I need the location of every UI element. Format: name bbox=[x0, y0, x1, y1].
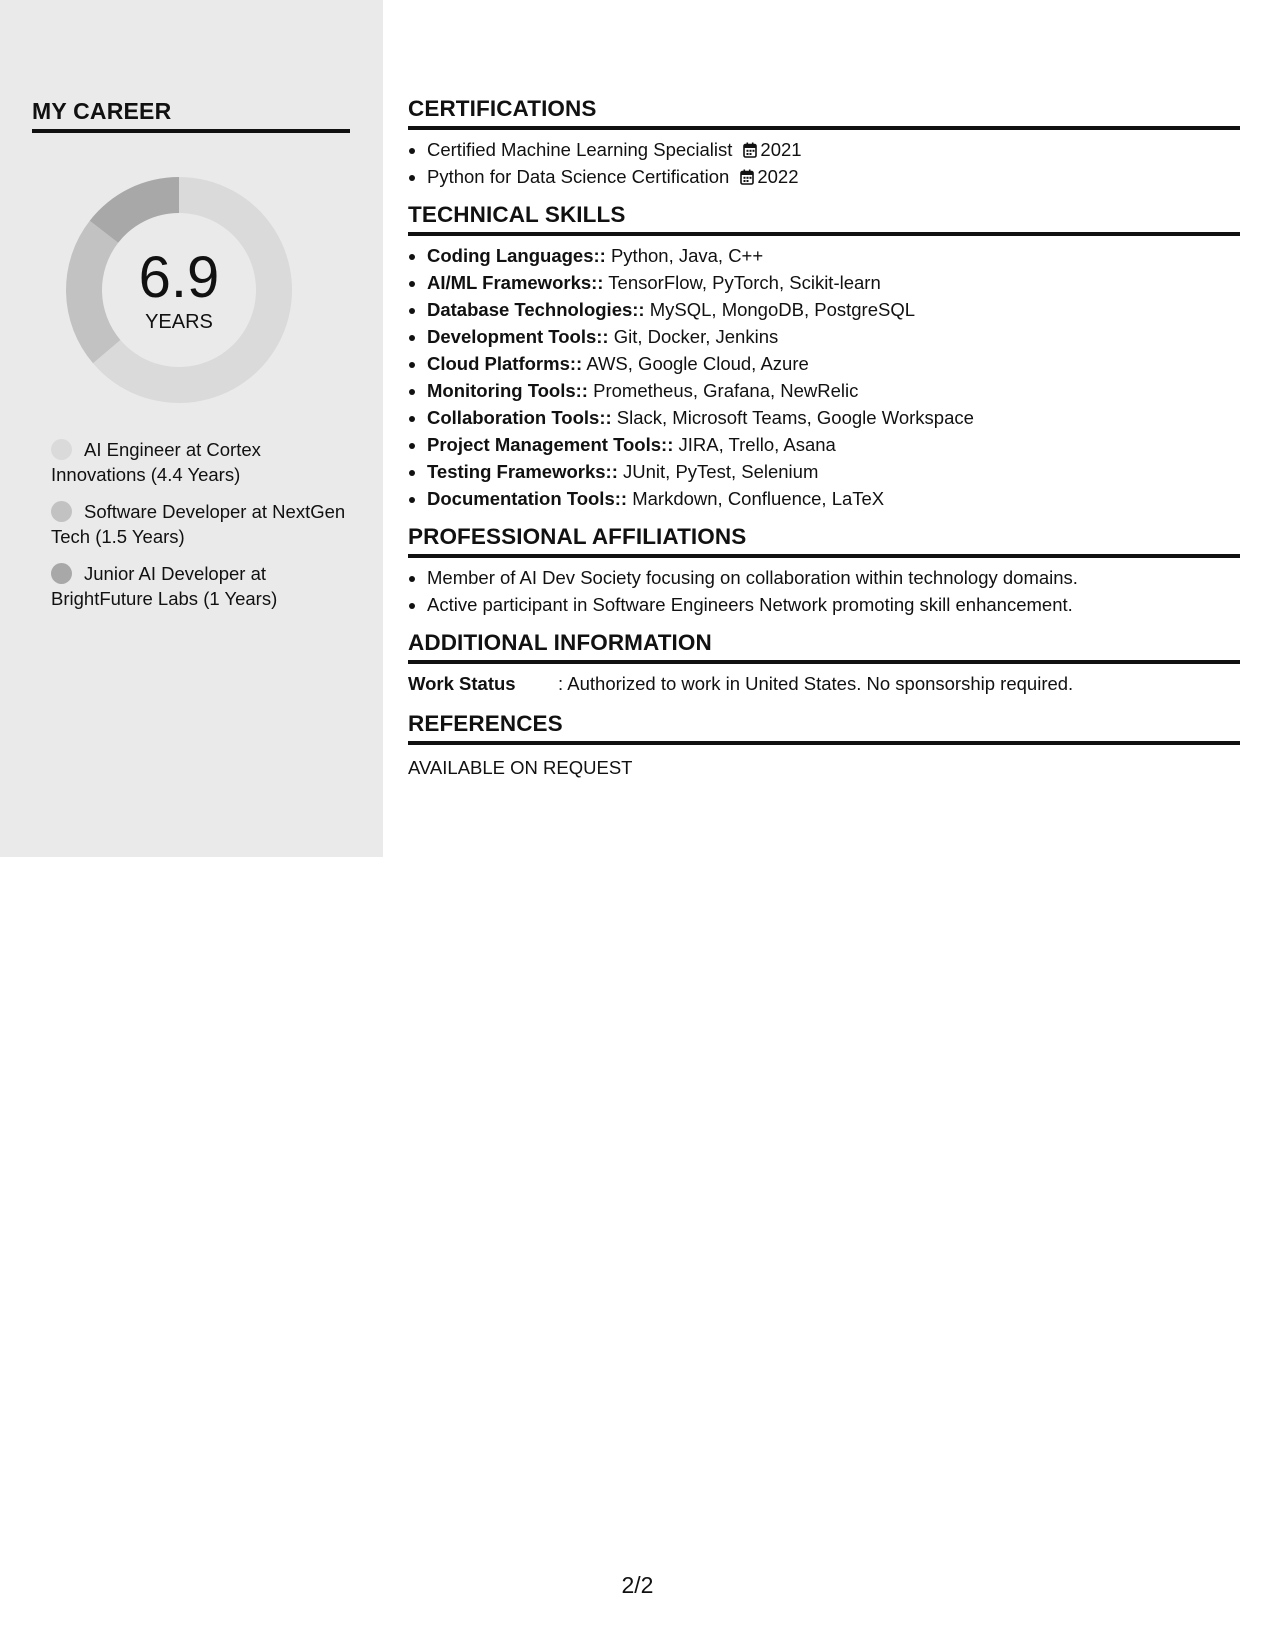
legend-item bbox=[51, 561, 351, 611]
affiliations-list bbox=[408, 564, 1240, 618]
affiliation-item: • Active participant in Software Engineers Network promoting skill enhancement. bbox=[427, 591, 1240, 618]
affiliations-section bbox=[408, 522, 1240, 618]
skill-category: Documentation Tools:: bbox=[427, 488, 628, 509]
total-years-value: 6.9 bbox=[138, 245, 220, 310]
career-donut-chart bbox=[66, 177, 292, 403]
skill-item bbox=[427, 431, 1240, 458]
skill-values: Git, Docker, Jenkins bbox=[608, 326, 779, 347]
legend-item bbox=[51, 437, 351, 487]
references-section bbox=[408, 709, 1240, 781]
certification-name: Python for Data Science Certification bbox=[427, 166, 730, 187]
technical-skills-section bbox=[408, 200, 1240, 512]
section-title: PROFESSIONAL AFFILIATIONS bbox=[408, 522, 1240, 558]
legend-dot bbox=[51, 501, 72, 522]
legend-dot bbox=[51, 439, 72, 460]
skill-category: AI/ML Frameworks:: bbox=[427, 272, 604, 293]
skill-values: Python, Java, C++ bbox=[605, 245, 764, 266]
work-status-row bbox=[408, 671, 1240, 697]
skill-category: Testing Frameworks:: bbox=[427, 461, 618, 482]
skill-category: Coding Languages:: bbox=[427, 245, 606, 266]
legend-label: AI Engineer at Cortex Innovations (4.4 Years) bbox=[51, 439, 261, 485]
skill-category: Monitoring Tools:: bbox=[427, 380, 588, 401]
section-title: CERTIFICATIONS bbox=[408, 94, 1240, 130]
additional-info-section bbox=[408, 628, 1240, 697]
skill-category: Database Technologies:: bbox=[427, 299, 645, 320]
section-title: ADDITIONAL INFORMATION bbox=[408, 628, 1240, 664]
certification-year: 2021 bbox=[760, 139, 802, 160]
legend-item bbox=[51, 499, 351, 549]
page-number: 2/2 bbox=[621, 1572, 654, 1598]
skill-item bbox=[427, 296, 1240, 323]
skill-item bbox=[427, 350, 1240, 377]
calendar-icon bbox=[740, 169, 754, 185]
skill-item bbox=[427, 242, 1240, 269]
legend-label: Junior AI Developer at BrightFuture Labs (1 Years) bbox=[51, 563, 278, 609]
section-title: TECHNICAL SKILLS bbox=[408, 200, 1240, 236]
certifications-list bbox=[408, 136, 1240, 190]
skill-values: Prometheus, Grafana, NewRelic bbox=[587, 380, 859, 401]
skill-values: Markdown, Confluence, LaTeX bbox=[627, 488, 885, 509]
career-legend bbox=[51, 437, 351, 623]
skill-item bbox=[427, 458, 1240, 485]
skill-item bbox=[427, 404, 1240, 431]
skill-values: AWS, Google Cloud, Azure bbox=[582, 353, 809, 374]
work-status-label: Work Status bbox=[408, 673, 516, 694]
calendar-icon bbox=[743, 142, 757, 158]
career-heading: MY CAREER bbox=[32, 98, 350, 133]
certification-year: 2022 bbox=[757, 166, 799, 187]
section-title: REFERENCES bbox=[408, 709, 1240, 745]
skill-category: Collaboration Tools:: bbox=[427, 407, 612, 428]
skill-item bbox=[427, 269, 1240, 296]
skill-item bbox=[427, 323, 1240, 350]
skill-values: MySQL, MongoDB, PostgreSQL bbox=[644, 299, 916, 320]
career-sidebar bbox=[0, 0, 383, 857]
skill-category: Cloud Platforms:: bbox=[427, 353, 583, 374]
references-text: AVAILABLE ON REQUEST bbox=[408, 757, 633, 778]
skill-item bbox=[427, 485, 1240, 512]
work-status-value: : Authorized to work in United States. No sponsorship required. bbox=[558, 673, 1074, 694]
skill-category: Project Management Tools:: bbox=[427, 434, 674, 455]
total-years-unit: YEARS bbox=[145, 311, 213, 333]
donut-center bbox=[66, 177, 292, 403]
skills-list bbox=[408, 242, 1240, 512]
skill-category: Development Tools:: bbox=[427, 326, 609, 347]
skill-values: JIRA, Trello, Asana bbox=[673, 434, 836, 455]
legend-dot bbox=[51, 563, 72, 584]
resume-main bbox=[408, 94, 1240, 781]
certification-item bbox=[427, 136, 1240, 163]
skill-values: Slack, Microsoft Teams, Google Workspace bbox=[611, 407, 974, 428]
skill-values: TensorFlow, PyTorch, Scikit-learn bbox=[603, 272, 881, 293]
affiliation-item: • Member of AI Dev Society focusing on collaboration within technology domains. bbox=[427, 564, 1240, 591]
certification-item bbox=[427, 163, 1240, 190]
certifications-section bbox=[408, 94, 1240, 190]
skill-values: JUnit, PyTest, Selenium bbox=[617, 461, 819, 482]
skill-item bbox=[427, 377, 1240, 404]
certification-name: Certified Machine Learning Specialist bbox=[427, 139, 733, 160]
legend-label: Software Developer at NextGen Tech (1.5 Years) bbox=[51, 501, 346, 547]
